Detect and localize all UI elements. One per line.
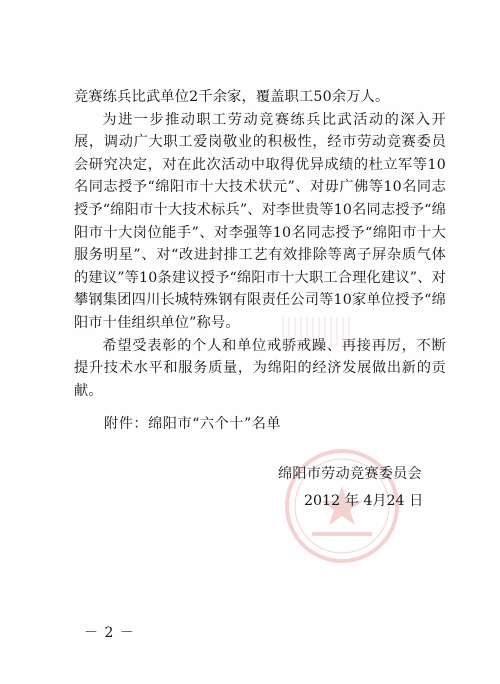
attachment-line: 附件：绵阳市“六个十”名单 <box>104 416 282 432</box>
issue-date: 2012 年 4月24 日 <box>304 493 424 509</box>
page-number: － 2 － <box>84 625 135 641</box>
paragraph-continuation: 竞赛练兵比武单位2千余家，覆盖职工50余万人。 <box>74 89 390 105</box>
signature-block <box>278 461 448 515</box>
issuing-organization: 绵阳市劳动竞赛委员会 <box>278 466 422 482</box>
paragraph-commendation: 为进一步推动职工劳动竞赛练兵比武活动的深入开展，调动广大职工爱岗敬业的积极性，经市劳动竞赛委员会研究决定，对在此次活动中取得优异成绩的杜立军等10名同志授予“绵阳市十大技术状元”、对毋广佛等10名同志授予“绵阳市十大技术标兵”、对李世贵等10名同志授予“绵阳市十大岗位能手”、对李强等10名同志授予“绵阳市十大服务明星”、对“改进封排工艺有效排除等离子屏杂质气体的建议”等10条建议授予“绵阳市十大职工合理化建议”、对攀钢集团四川长城特殊钢有限责任公司等10家单位授予“绵阳市十佳组织单位”称号。 <box>74 111 446 331</box>
paragraph-closing: 希望受表彰的个人和单位戒骄戒躁、再接再厉，不断提升技术水平和服务质量，为绵阳的经济发展做出新的贡献。 <box>74 337 446 399</box>
document-body <box>74 86 446 402</box>
